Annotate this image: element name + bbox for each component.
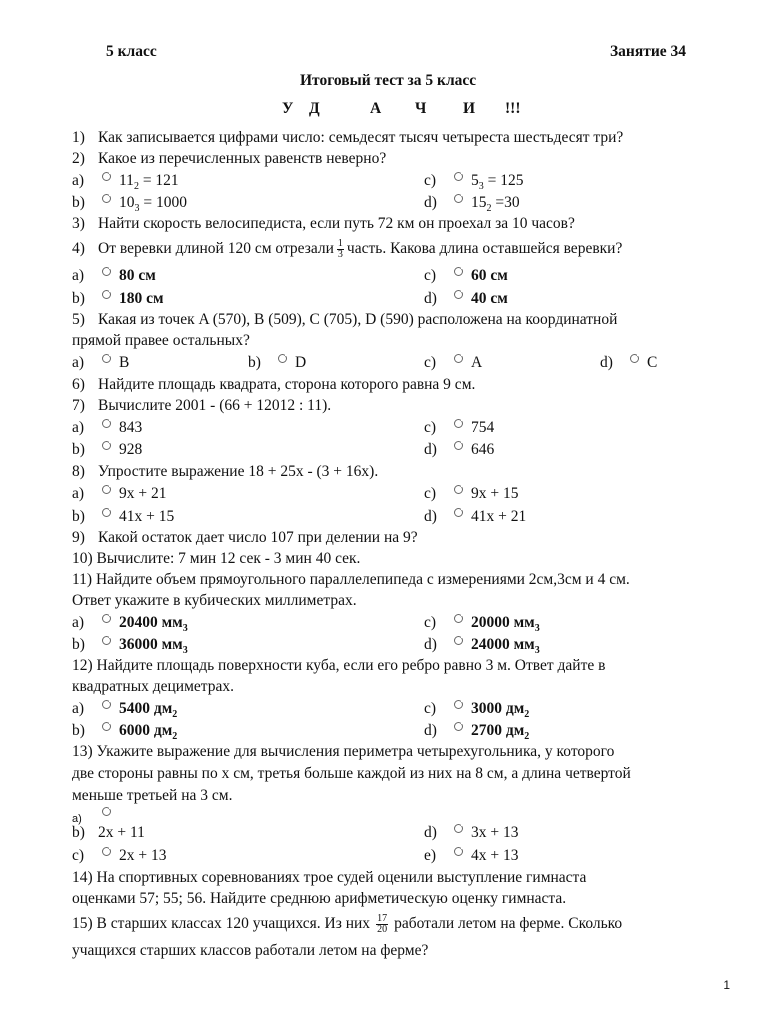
q13-option-d[interactable] xyxy=(424,823,519,843)
radio-icon[interactable] xyxy=(102,636,111,645)
radio-icon[interactable] xyxy=(454,354,463,363)
question-text: Упростите выражение 18 + 25x - (3 + 16x). xyxy=(98,463,379,480)
radio-icon[interactable] xyxy=(630,354,639,363)
question-text: Укажите выражение для вычисления периметра четырехугольника, у которого xyxy=(96,743,615,760)
radio-icon[interactable] xyxy=(454,172,463,181)
question-13 xyxy=(72,742,614,762)
question-9 xyxy=(72,528,418,548)
question-text: Какое из перечисленных равенств неверно? xyxy=(98,150,387,167)
q13-option-c[interactable] xyxy=(72,846,167,866)
radio-icon[interactable] xyxy=(102,172,111,181)
question-number: 1) xyxy=(72,129,85,146)
subtitle-letter: И xyxy=(463,100,476,117)
option-value: 40 см xyxy=(471,290,508,307)
question-text: Вычислите 2001 - (66 + 12012 : 11). xyxy=(98,397,332,414)
q5-option-d[interactable] xyxy=(600,353,657,373)
radio-icon[interactable] xyxy=(454,485,463,494)
question-7 xyxy=(72,396,331,416)
q4-option-c[interactable] xyxy=(424,266,508,286)
q13-option-b[interactable] xyxy=(72,823,145,843)
option-base: 11 xyxy=(119,172,134,189)
question-15 xyxy=(72,914,622,935)
option-value: D xyxy=(295,354,307,371)
option-letter: c) xyxy=(424,700,437,717)
subtitle-letter: !!! xyxy=(505,100,521,117)
question-text: Какая из точек A (570), B (509), C (705), D (590) расположена на координатной xyxy=(98,311,618,328)
question-12-cont: квадратных дециметрах. xyxy=(72,678,235,695)
option-letter: c) xyxy=(424,419,437,436)
option-letter: b) xyxy=(72,824,85,841)
q8-option-d[interactable] xyxy=(424,507,526,527)
option-letter: b) xyxy=(72,636,85,653)
option-value: 5400 дм xyxy=(119,700,173,717)
radio-icon[interactable] xyxy=(454,614,463,623)
option-base: 15 xyxy=(471,194,487,211)
radio-icon[interactable] xyxy=(454,267,463,276)
q4-option-d[interactable] xyxy=(424,289,508,309)
q8-option-c[interactable] xyxy=(424,484,519,504)
option-value: 180 см xyxy=(119,290,164,307)
radio-icon[interactable] xyxy=(454,508,463,517)
option-letter: c) xyxy=(72,847,85,864)
option-subscript: 2 xyxy=(486,203,492,215)
radio-icon[interactable] xyxy=(454,441,463,450)
option-value: 41x + 15 xyxy=(119,508,175,525)
option-subscript: 3 xyxy=(534,645,540,657)
question-12 xyxy=(72,656,605,676)
option-value: 2700 дм xyxy=(471,722,525,739)
radio-icon[interactable] xyxy=(102,485,111,494)
option-value: 20000 мм xyxy=(471,614,535,631)
option-letter: b) xyxy=(72,722,85,739)
option-subscript: 3 xyxy=(534,623,540,635)
option-letter: b) xyxy=(248,354,261,371)
question-13-cont2: меньше третьей на 3 см. xyxy=(72,787,233,804)
radio-icon[interactable] xyxy=(102,290,111,299)
question-14 xyxy=(72,868,586,888)
q7-option-b[interactable] xyxy=(72,440,142,460)
question-text: Найдите площадь поверхности куба, если его ребро равно 3 м. Ответ дайте в xyxy=(96,657,606,674)
option-letter: c) xyxy=(424,485,437,502)
radio-icon[interactable] xyxy=(278,354,287,363)
q7-option-a[interactable] xyxy=(72,418,142,438)
question-number: 4) xyxy=(72,240,85,258)
q4-option-b[interactable] xyxy=(72,289,164,309)
question-11-cont: Ответ укажите в кубических миллиметрах. xyxy=(72,592,357,609)
question-number: 8) xyxy=(72,463,85,480)
option-value: 9x + 21 xyxy=(119,485,167,502)
question-number: 9) xyxy=(72,529,85,546)
question-5 xyxy=(72,310,617,330)
option-value: 3000 дм xyxy=(471,700,525,717)
option-letter: a) xyxy=(72,485,85,502)
question-13-cont: две стороны равны по х см, третья больше каждой из них на 8 см, а длина четвертой xyxy=(72,765,631,782)
option-value: 36000 мм xyxy=(119,636,183,653)
option-letter: e) xyxy=(424,847,437,864)
option-value: 20400 мм xyxy=(119,614,183,631)
q5-option-b[interactable] xyxy=(248,353,306,373)
option-value: 754 xyxy=(471,419,495,436)
question-text: От веревки длиной 120 см отрезали xyxy=(98,240,334,258)
question-number: 6) xyxy=(72,376,85,393)
option-subscript: 3 xyxy=(478,181,484,193)
option-subscript: 2 xyxy=(172,709,178,721)
question-11 xyxy=(72,570,630,590)
option-value: 2x + 11 xyxy=(98,824,145,841)
option-value: C xyxy=(647,354,658,371)
subtitle-letter: А xyxy=(370,100,382,117)
radio-icon[interactable] xyxy=(454,722,463,731)
question-14-cont: оценками 57; 55; 56. Найдите среднюю арифметическую оценку гимнаста. xyxy=(72,890,567,907)
option-value: A xyxy=(471,354,483,371)
question-number: 11) xyxy=(72,571,93,588)
option-subscript: 2 xyxy=(524,709,530,721)
option-letter: a) xyxy=(72,267,85,284)
radio-icon[interactable] xyxy=(102,267,111,276)
question-text: часть. Какова длина оставшейся веревки? xyxy=(346,240,623,258)
option-letter: a) xyxy=(72,172,85,189)
option-value: 41x + 21 xyxy=(471,508,527,525)
option-value: 646 xyxy=(471,441,495,458)
option-value: 3x + 13 xyxy=(471,824,519,841)
option-value: = 121 xyxy=(138,172,179,189)
question-10 xyxy=(72,549,360,569)
option-letter: d) xyxy=(424,824,437,841)
radio-icon[interactable] xyxy=(454,700,463,709)
option-value: 6000 дм xyxy=(119,722,173,739)
question-6 xyxy=(72,375,475,395)
option-value: 80 см xyxy=(119,267,156,284)
question-text: Найдите площадь квадрата, сторона которого равна 9 см. xyxy=(98,376,476,393)
q5-option-a[interactable] xyxy=(72,353,129,373)
option-subscript: 3 xyxy=(134,203,140,215)
q7-option-d[interactable] xyxy=(424,440,494,460)
question-5-cont: прямой правее остальных? xyxy=(72,332,250,349)
question-4 xyxy=(72,239,622,260)
option-letter: a) xyxy=(72,614,85,631)
option-value: 4x + 13 xyxy=(471,847,519,864)
q4-option-a[interactable] xyxy=(72,266,156,286)
question-text: В старших классах 120 учащихся. Из них xyxy=(96,915,371,933)
grade-label: 5 класс xyxy=(106,43,157,60)
option-letter: a) xyxy=(72,354,85,371)
option-letter: c) xyxy=(424,614,437,631)
question-number: 5) xyxy=(72,311,85,328)
option-value: 9x + 15 xyxy=(471,485,519,502)
question-8 xyxy=(72,462,378,482)
question-number: 15) xyxy=(72,915,93,933)
option-letter: d) xyxy=(424,290,437,307)
radio-icon[interactable] xyxy=(102,700,111,709)
radio-icon[interactable] xyxy=(454,636,463,645)
option-letter: d) xyxy=(424,194,437,211)
page-title: Итоговый тест за 5 класс xyxy=(300,72,477,89)
fraction xyxy=(376,914,388,935)
radio-icon[interactable] xyxy=(102,508,111,517)
option-letter: b) xyxy=(72,508,85,525)
option-value: = 1000 xyxy=(139,194,187,211)
question-text: работали летом на ферме. Сколько xyxy=(394,915,623,933)
radio-icon[interactable] xyxy=(454,290,463,299)
question-1 xyxy=(72,128,623,148)
option-value: 60 см xyxy=(471,267,508,284)
question-number: 3) xyxy=(72,215,85,232)
option-subscript: 3 xyxy=(182,645,188,657)
question-2 xyxy=(72,149,386,169)
option-value: = 125 xyxy=(483,172,524,189)
question-text: На спортивных соревнованиях трое судей оценили выступление гимнаста xyxy=(96,869,587,886)
option-letter: d) xyxy=(600,354,613,371)
fraction-numerator: 1 xyxy=(337,238,343,249)
option-letter: d) xyxy=(424,441,437,458)
page-number: 1 xyxy=(723,978,730,992)
question-text: Вычислите: 7 мин 12 сек - 3 мин 40 сек. xyxy=(96,550,361,567)
option-value: 2x + 13 xyxy=(119,847,167,864)
option-base: 5 xyxy=(471,172,479,189)
option-subscript: 2 xyxy=(524,731,530,743)
option-letter: a) xyxy=(72,419,85,436)
q8-option-a[interactable] xyxy=(72,484,167,504)
question-15-cont: учащихся старших классов работали летом на ферме? xyxy=(72,942,429,959)
option-letter: d) xyxy=(424,722,437,739)
fraction xyxy=(337,239,344,260)
radio-icon[interactable] xyxy=(454,194,463,203)
radio-icon[interactable] xyxy=(102,722,111,731)
fraction-denominator: 3 xyxy=(337,249,343,260)
option-subscript: 2 xyxy=(172,731,178,743)
radio-icon[interactable] xyxy=(454,847,463,856)
question-text: Как записывается цифрами число: семьдесят тысяч четыреста шестьдесят три? xyxy=(98,129,624,146)
option-subscript: 2 xyxy=(133,181,139,193)
question-number: 14) xyxy=(72,869,93,886)
subtitle-letter: У xyxy=(282,100,294,117)
option-letter: b) xyxy=(72,194,85,211)
option-letter: a) xyxy=(72,700,85,717)
option-value: =30 xyxy=(491,194,520,211)
option-letter: b) xyxy=(72,290,85,307)
option-base: 10 xyxy=(119,194,135,211)
question-text: Какой остаток дает число 107 при делении на 9? xyxy=(98,529,418,546)
fraction-denominator: 20 xyxy=(377,924,388,935)
option-letter: c) xyxy=(424,267,437,284)
radio-icon[interactable] xyxy=(102,807,111,816)
q13-option-e[interactable] xyxy=(424,846,519,866)
radio-icon[interactable] xyxy=(102,194,111,203)
option-value: B xyxy=(119,354,130,371)
subtitle-letter: Д xyxy=(309,100,320,117)
option-letter: d) xyxy=(424,508,437,525)
q8-option-b[interactable] xyxy=(72,507,174,527)
radio-icon[interactable] xyxy=(102,419,111,428)
option-subscript: 3 xyxy=(182,623,188,635)
option-value: 24000 мм xyxy=(471,636,535,653)
radio-icon[interactable] xyxy=(102,441,111,450)
question-number: 2) xyxy=(72,150,85,167)
option-letter: d) xyxy=(424,636,437,653)
option-letter: b) xyxy=(72,441,85,458)
radio-icon[interactable] xyxy=(102,354,111,363)
subtitle-letter: Ч xyxy=(415,100,427,117)
q5-option-c[interactable] xyxy=(424,353,482,373)
radio-icon[interactable] xyxy=(454,824,463,833)
option-value: 928 xyxy=(119,441,143,458)
question-text: Найти скорость велосипедиста, если путь 72 км он проехал за 10 часов? xyxy=(98,215,575,232)
radio-icon[interactable] xyxy=(102,847,111,856)
fraction-numerator: 17 xyxy=(377,913,388,924)
option-letter: c) xyxy=(424,354,437,371)
question-number: 7) xyxy=(72,397,85,414)
question-number: 13) xyxy=(72,743,93,760)
option-value: 843 xyxy=(119,419,143,436)
q7-option-c[interactable] xyxy=(424,418,494,438)
question-text: Найдите объем прямоугольного параллелепипеда с измерениями 2см,3см и 4 см. xyxy=(95,571,630,588)
option-letter: a) xyxy=(72,813,82,825)
question-3 xyxy=(72,214,575,234)
option-letter: c) xyxy=(424,172,437,189)
radio-icon[interactable] xyxy=(102,614,111,623)
radio-icon[interactable] xyxy=(454,419,463,428)
question-number: 12) xyxy=(72,657,93,674)
question-number: 10) xyxy=(72,550,93,567)
lesson-label: Занятие 34 xyxy=(610,43,687,60)
